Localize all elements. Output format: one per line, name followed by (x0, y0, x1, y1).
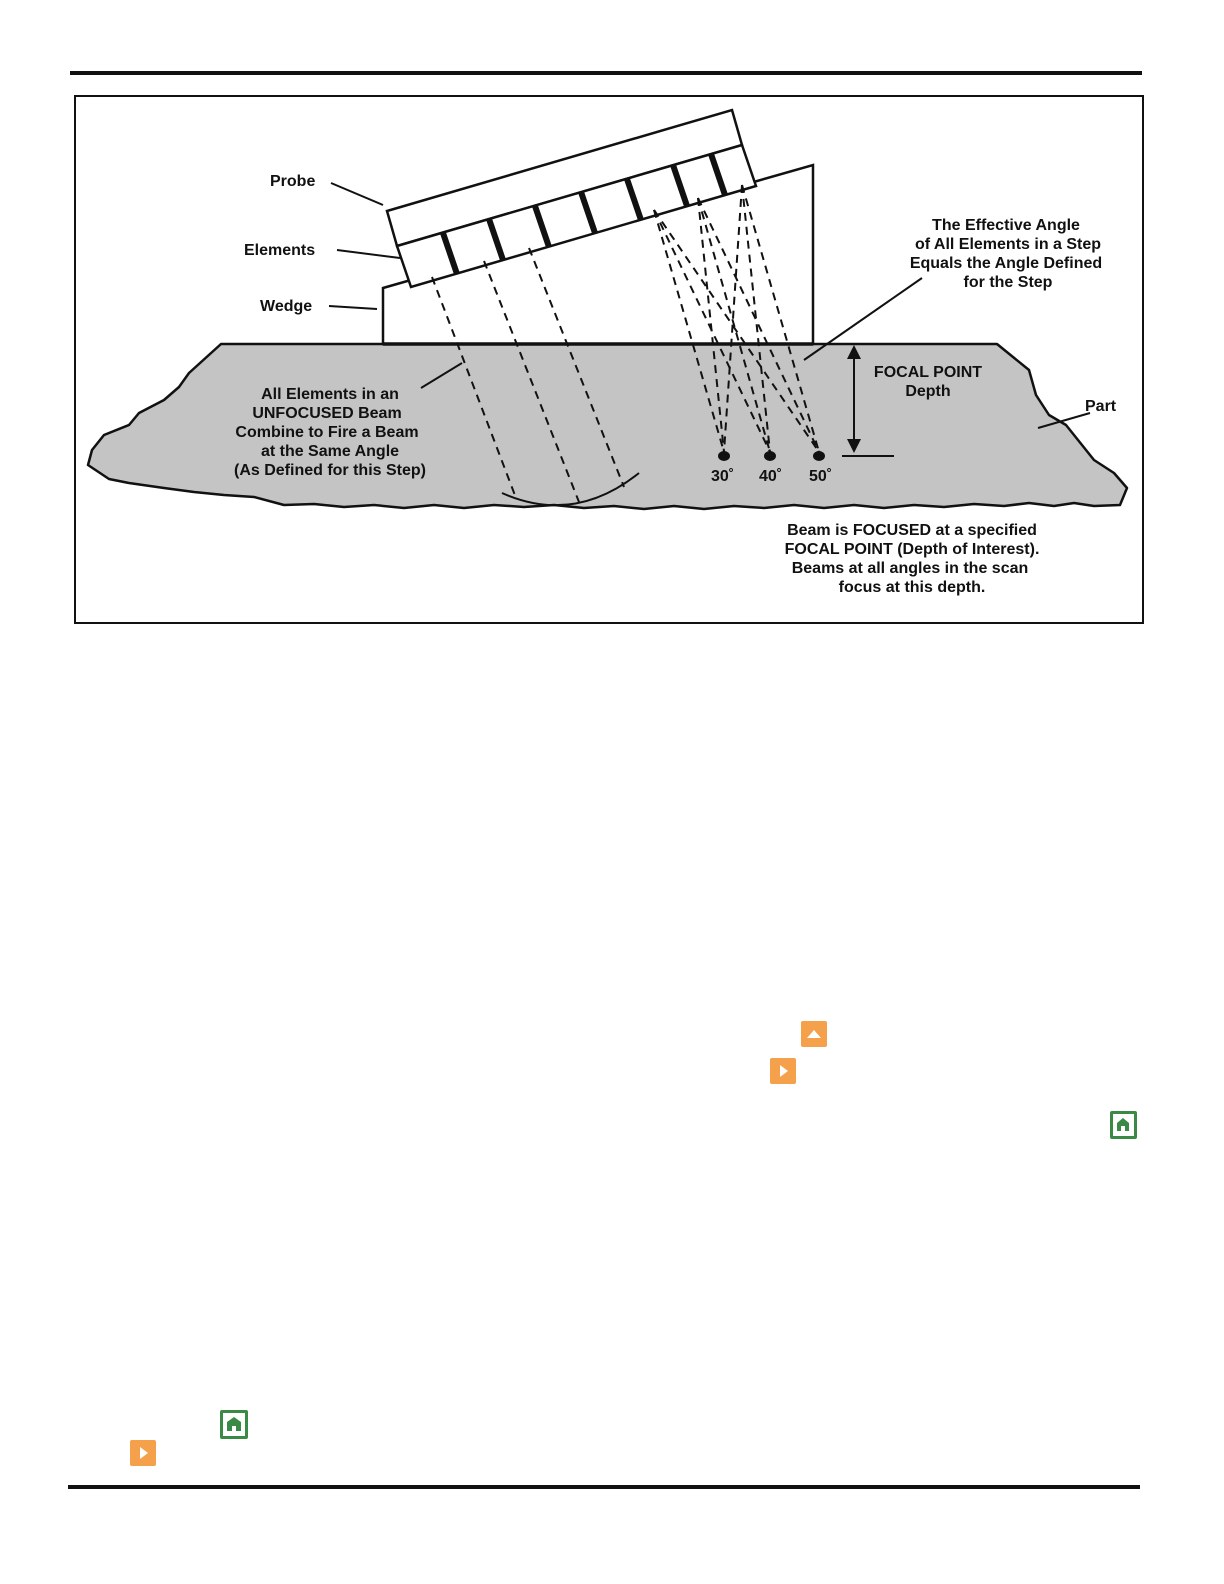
svg-text:The Effective Angle: The Effective Angle (932, 217, 1080, 234)
svg-text:Combine to Fire a Beam: Combine to Fire a Beam (235, 424, 419, 441)
part-label: Part (1085, 398, 1117, 415)
bottom-rule (68, 1485, 1140, 1489)
svg-text:FOCAL POINT: FOCAL POINT (873, 364, 983, 381)
svg-text:UNFOCUSED Beam: UNFOCUSED Beam (252, 405, 402, 422)
next-page-button-bottom[interactable] (130, 1440, 156, 1466)
arrow-right-icon (130, 1440, 156, 1466)
focal-point-40 (764, 451, 776, 461)
scroll-up-button[interactable] (801, 1021, 827, 1047)
unfocused-note (234, 386, 426, 479)
svg-text:(As Defined for this Step): (As Defined for this Step) (233, 462, 427, 479)
svg-text:of All Elements in a Step: of All Elements in a Step (914, 236, 1102, 253)
focusing-diagram (74, 95, 1144, 624)
top-rule (70, 71, 1142, 75)
focal-point-30 (718, 451, 730, 461)
elements-label: Elements (244, 242, 316, 259)
svg-text:30˚: 30˚ (711, 468, 735, 485)
wedge-label: Wedge (260, 298, 313, 315)
home-button[interactable] (1110, 1111, 1137, 1139)
next-page-button[interactable] (770, 1058, 796, 1084)
probe-label: Probe (270, 173, 316, 190)
svg-text:Equals the Angle Defined: Equals the Angle Defined (909, 255, 1103, 272)
svg-text:FOCAL POINT (Depth of Interest: FOCAL POINT (Depth of Interest). (784, 541, 1040, 558)
svg-text:focus at this depth.: focus at this depth. (838, 579, 986, 596)
home-icon (220, 1410, 248, 1439)
svg-text:Beam is FOCUSED at a specifie: Beam is FOCUSED at a specified (787, 522, 1037, 539)
arrow-up-icon (801, 1021, 827, 1047)
svg-text:Depth: Depth (905, 383, 951, 400)
focal-point-50 (813, 451, 825, 461)
svg-text:for the Step: for the Step (963, 274, 1053, 291)
svg-text:40˚: 40˚ (759, 468, 783, 485)
home-icon (1110, 1111, 1137, 1139)
angle-labels (711, 468, 832, 485)
svg-text:at the Same Angle: at the Same Angle (260, 443, 400, 460)
svg-text:50˚: 50˚ (809, 468, 833, 485)
arrow-right-icon (770, 1058, 796, 1084)
svg-text:All Elements in an: All Elements in an (261, 386, 399, 403)
svg-text:Beams at all angles in the sca: Beams at all angles in the scan (791, 560, 1029, 577)
home-button-bottom[interactable] (220, 1410, 248, 1439)
